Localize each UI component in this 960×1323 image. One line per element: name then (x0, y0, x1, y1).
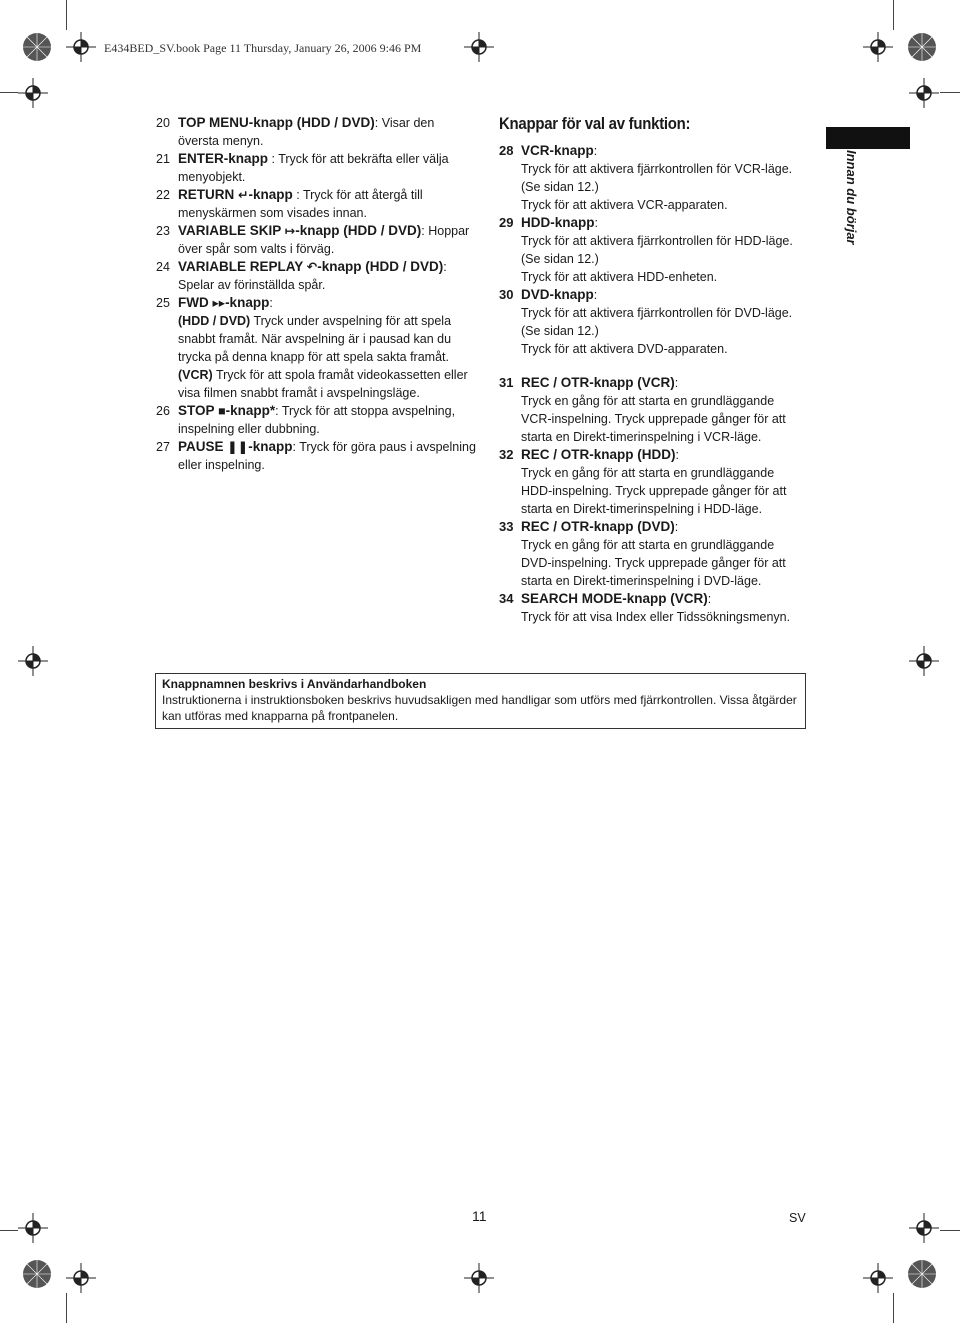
item-title: FWD (178, 295, 213, 310)
trim-line (893, 0, 894, 30)
item-title: VARIABLE SKIP (178, 223, 285, 238)
item-line: Tryck en gång för att starta en grundläggande (521, 394, 775, 408)
item-number: 30 (499, 287, 514, 302)
item-colon: : (593, 288, 598, 302)
item-desc: Tryck under avspelning för att spela snabbt framåt. När avspelning är i pausad kan du trycka på denna knapp för att spela sakta framåt. (178, 314, 452, 364)
trim-line (940, 92, 960, 93)
item-line: (Se sidan 12.) (521, 252, 599, 266)
registration-target-icon (22, 32, 52, 62)
list-item (156, 294, 476, 402)
item-title: TOP MENU-knapp (HDD / DVD) (178, 115, 375, 130)
item-line: Tryck en gång för att starta en grundläggande (521, 466, 775, 480)
crosshair-icon (18, 78, 48, 108)
list-item (156, 402, 476, 438)
chapter-tab (826, 127, 910, 149)
item-title: RETURN (178, 187, 238, 202)
list-item (156, 222, 476, 258)
item-line: Tryck för att aktivera DVD-apparaten. (521, 342, 728, 356)
list-item (156, 186, 476, 222)
trim-line (66, 1293, 67, 1323)
right-column (499, 114, 819, 626)
item-number: 27 (156, 440, 170, 454)
list-item (499, 446, 819, 518)
crosshair-icon (66, 32, 96, 62)
page-number: 11 (472, 1208, 487, 1224)
item-number: 24 (156, 260, 170, 274)
list-item (156, 114, 476, 150)
registration-target-icon (907, 32, 937, 62)
chapter-label-text: Innan du börjar (844, 150, 859, 245)
item-number: 21 (156, 152, 170, 166)
language-code: SV (789, 1211, 806, 1225)
note-box (155, 673, 806, 729)
item-line: Tryck för att aktivera fjärrkontrollen för DVD-läge. (521, 306, 793, 320)
item-line: (Se sidan 12.) (521, 180, 599, 194)
item-title: DVD-knapp (521, 287, 594, 302)
item-desc: : Tryck för att bekräfta eller välja menyobjekt. (178, 152, 449, 184)
mode-label: (VCR) (178, 368, 213, 382)
trim-line (893, 1293, 894, 1323)
list-item (499, 590, 819, 626)
item-desc: : Tryck för att stoppa avspelning, inspelning eller dubbning. (178, 404, 456, 436)
list-item (499, 214, 819, 286)
item-desc: : (269, 296, 273, 310)
item-line: Tryck för att aktivera fjärrkontrollen för HDD-läge. (521, 234, 793, 248)
item-line: VCR-inspelning. Tryck upprepade gånger för att (521, 412, 786, 426)
skip-icon: ↦ (284, 224, 296, 238)
list-item (499, 518, 819, 590)
item-number: 25 (156, 296, 170, 310)
pause-icon: ❚❚ (227, 440, 249, 454)
item-title-suffix: -knapp (248, 439, 293, 454)
item-title-suffix: -knapp (225, 295, 270, 310)
item-colon: : (707, 592, 712, 606)
crosshair-icon (66, 1263, 96, 1293)
replay-icon: ↶ (306, 260, 318, 274)
item-title-suffix: -knapp (HDD / DVD) (317, 259, 444, 274)
item-line: HDD-inspelning. Tryck upprepade gånger för att (521, 484, 787, 498)
spacer (499, 358, 819, 374)
item-title: REC / OTR-knapp (VCR) (521, 375, 675, 390)
crosshair-icon (909, 1213, 939, 1243)
list-item (156, 150, 476, 186)
item-desc: : Hoppar över spår som valts i förväg. (178, 224, 470, 256)
item-line: starta en Direkt-timerinspelning i VCR-läge. (521, 430, 762, 444)
item-colon: : (674, 376, 679, 390)
list-item (499, 374, 819, 446)
item-desc: : Visar den översta menyn. (178, 116, 435, 148)
note-body: Instruktionerna i instruktionsboken beskrivs huvudsakligen med handligar som utförs med fjärrkontrollen. Vissa åtgärder kan utföras med knapparna på frontpanelen. (162, 693, 797, 723)
item-line: Tryck för att visa Index eller Tidssökningsmenyn. (521, 610, 791, 624)
item-title: VCR-knapp (521, 143, 594, 158)
crosshair-icon (909, 646, 939, 676)
item-line: Tryck för att aktivera fjärrkontrollen för VCR-läge. (521, 162, 793, 176)
item-title: VARIABLE REPLAY (178, 259, 307, 274)
registration-target-icon (907, 1259, 937, 1289)
item-number: 26 (156, 404, 170, 418)
item-title: STOP (178, 403, 219, 418)
item-line: Tryck för att aktivera HDD-enheten. (521, 270, 718, 284)
crosshair-icon (18, 1213, 48, 1243)
item-title: SEARCH MODE-knapp (VCR) (521, 591, 708, 606)
item-title-suffix: -knapp* (225, 403, 276, 418)
stop-icon: ■ (218, 404, 226, 418)
item-title-suffix: -knapp (248, 187, 293, 202)
registration-target-icon (22, 1259, 52, 1289)
crosshair-icon (863, 1263, 893, 1293)
trim-line (940, 1230, 960, 1231)
chapter-label (818, 150, 859, 270)
mode-label: (HDD / DVD) (178, 314, 251, 328)
crosshair-icon (18, 646, 48, 676)
book-header: E434BED_SV.book Page 11 Thursday, January 26, 2006 9:46 PM (104, 41, 422, 55)
crosshair-icon (464, 32, 494, 62)
item-title: ENTER-knapp (178, 151, 269, 166)
item-line: DVD-inspelning. Tryck upprepade gånger för att (521, 556, 786, 570)
list-item (156, 438, 476, 474)
item-colon: : (594, 216, 598, 230)
item-line: Tryck för att aktivera VCR-apparaten. (521, 198, 728, 212)
item-number: 34 (499, 591, 514, 606)
list-item (499, 142, 819, 214)
item-number: 31 (499, 375, 514, 390)
item-number: 28 (499, 143, 514, 158)
trim-line (66, 0, 67, 30)
return-icon: ↵ (238, 188, 249, 202)
item-desc: : Tryck för göra paus i avspelning eller inspelning. (178, 440, 476, 472)
crosshair-icon (863, 32, 893, 62)
item-title: PAUSE (178, 439, 228, 454)
item-title: REC / OTR-knapp (DVD) (521, 519, 675, 534)
item-colon: : (674, 520, 679, 534)
item-desc: : Tryck för att återgå till menyskärmen som visades innan. (178, 188, 423, 220)
item-line: (Se sidan 12.) (521, 324, 599, 338)
item-colon: : (593, 144, 598, 158)
item-number: 33 (499, 519, 514, 534)
crosshair-icon (464, 1263, 494, 1293)
crosshair-icon (909, 78, 939, 108)
section-title: Knappar för val av funktion: (499, 114, 691, 133)
item-line: starta en Direkt-timerinspelning i DVD-läge. (521, 574, 762, 588)
list-item (499, 286, 819, 358)
fast-forward-icon: ▸▸ (212, 296, 226, 310)
item-desc: : Spelar av förinställda spår. (178, 260, 447, 292)
item-title-suffix: -knapp (HDD / DVD) (295, 223, 422, 238)
item-number: 23 (156, 224, 170, 238)
left-column (156, 114, 476, 474)
item-title: REC / OTR-knapp (HDD) (521, 447, 676, 462)
trim-line (0, 1230, 18, 1231)
trim-line (0, 92, 18, 93)
list-item (156, 258, 476, 294)
item-number: 29 (499, 215, 514, 230)
item-title: HDD-knapp (521, 215, 595, 230)
note-title: Knappnamnen beskrivs i Användarhandboken (162, 677, 427, 691)
item-number: 20 (156, 116, 170, 130)
item-colon: : (675, 448, 679, 462)
item-number: 32 (499, 447, 514, 462)
item-line: Tryck en gång för att starta en grundläggande (521, 538, 775, 552)
item-line: starta en Direkt-timerinspelning i HDD-läge. (521, 502, 763, 516)
item-number: 22 (156, 188, 170, 202)
item-desc: Tryck för att spola framåt videokassetten eller visa filmen snabbt framåt i avspelningsläge. (178, 368, 468, 400)
